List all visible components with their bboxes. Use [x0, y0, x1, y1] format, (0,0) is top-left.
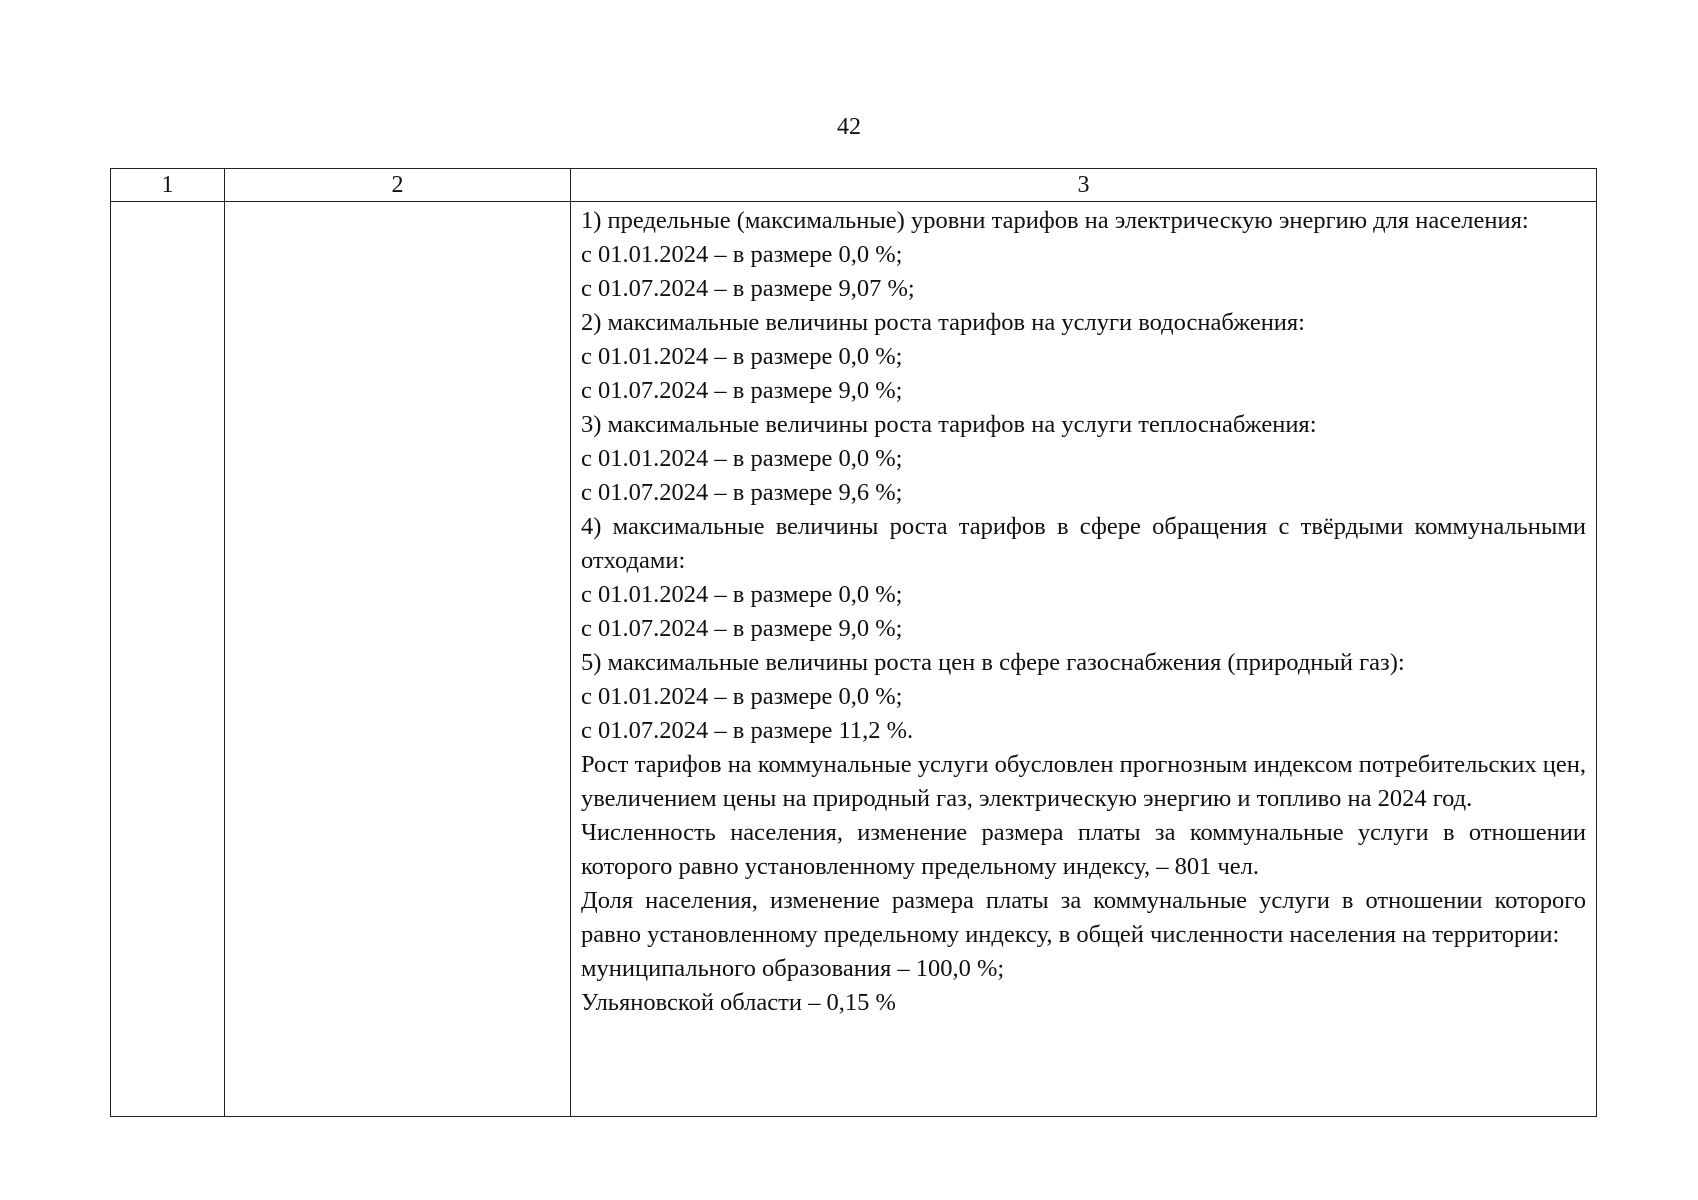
paragraph-line: муниципального образования – 100,0 %;	[581, 955, 1005, 982]
paragraph-line: с 01.01.2024 – в размере 0,0 %;	[581, 683, 903, 710]
header-col-2: 2	[225, 169, 571, 202]
paragraph-tariff-water: 2) максимальные величины роста тарифов на услуги водоснабжения:	[581, 309, 1305, 336]
paragraph-growth-reason: Рост тарифов на коммунальные услуги обусловлен прогнозным индексом потребительских цен, увеличением цены на природный газ, электрическую энергию и топливо на 2024 год.	[581, 751, 1586, 812]
table-row	[111, 202, 1597, 1117]
paragraph-line: с 01.07.2024 – в размере 9,6 %;	[581, 479, 903, 506]
page-number: 42	[837, 114, 861, 140]
paragraph-line: с 01.01.2024 – в размере 0,0 %;	[581, 581, 903, 608]
paragraph-population-count: Численность населения, изменение размера платы за коммунальные услуги в отношении которого равно установленному предельному индексу, – 801 чел.	[581, 819, 1586, 880]
paragraph-population-share: Доля населения, изменение размера платы за коммунальные услуги в отношении которого равно установленному предельному индексу, в общей численности населения на территории:	[581, 887, 1586, 948]
paragraph-line: с 01.01.2024 – в размере 0,0 %;	[581, 445, 903, 472]
paragraph-line: с 01.07.2024 – в размере 9,0 %;	[581, 615, 903, 642]
paragraph-line: Ульяновской области – 0,15 %	[581, 989, 896, 1016]
paragraph-tariff-heat: 3) максимальные величины роста тарифов на услуги теплоснабжения:	[581, 411, 1317, 438]
cell-col-3	[571, 202, 1597, 1117]
cell-col-1	[111, 202, 225, 1117]
paragraph-tariff-waste: 4) максимальные величины роста тарифов в сфере обращения с твёрдыми коммунальными отходами:	[581, 513, 1586, 574]
paragraph-line: с 01.07.2024 – в размере 9,07 %;	[581, 275, 915, 302]
paragraph-tariff-electricity: 1) предельные (максимальные) уровни тарифов на электрическую энергию для населения:	[581, 207, 1529, 234]
table-header-row	[111, 169, 1597, 202]
paragraph-line: с 01.07.2024 – в размере 11,2 %.	[581, 717, 914, 744]
paragraph-tariff-gas: 5) максимальные величины роста цен в сфере газоснабжения (природный газ):	[581, 649, 1405, 676]
header-col-1: 1	[111, 169, 225, 202]
paragraph-line: с 01.07.2024 – в размере 9,0 %;	[581, 377, 903, 404]
cell-col-2	[225, 202, 571, 1117]
paragraph-line: с 01.01.2024 – в размере 0,0 %;	[581, 241, 903, 268]
document-table	[110, 168, 1597, 1117]
paragraph-line: с 01.01.2024 – в размере 0,0 %;	[581, 343, 903, 370]
cell-col-3-content	[571, 202, 1596, 1024]
header-col-3: 3	[571, 169, 1597, 202]
